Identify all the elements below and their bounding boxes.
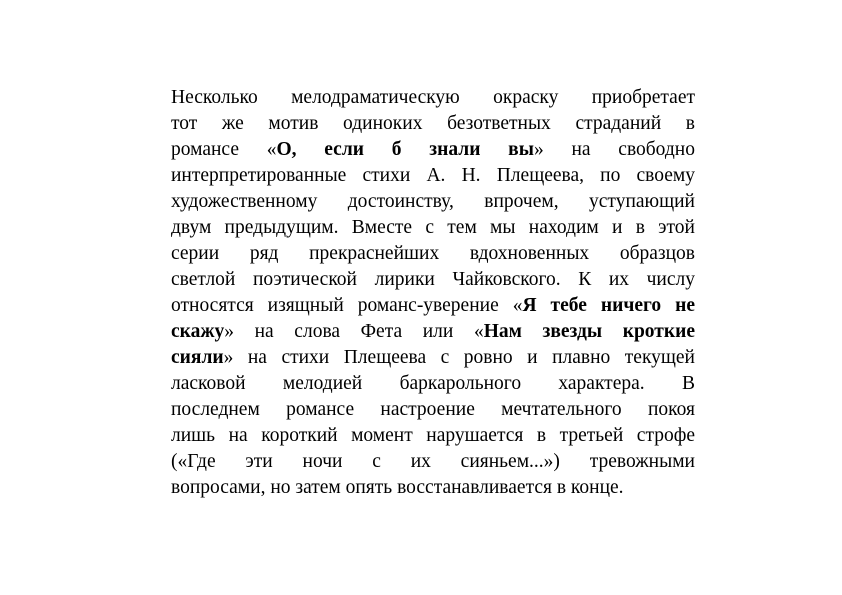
text-line xyxy=(171,267,695,293)
text-line xyxy=(171,137,695,163)
text-run: романсе « xyxy=(171,139,277,160)
text-run: лишь на короткий момент нарушается в третьей строфе xyxy=(171,425,695,446)
text-run: вопросами, но затем опять восстанавливается в конце. xyxy=(171,477,624,498)
text-run: светлой поэтической лирики Чайковского. К их числу xyxy=(171,269,695,290)
romance-title: О, если б знали вы xyxy=(276,139,534,160)
romance-title: сияли xyxy=(171,347,224,368)
text-line xyxy=(171,397,695,423)
text-line xyxy=(171,293,695,319)
text-run: последнем романсе настроение мечтательного покоя xyxy=(171,399,695,420)
text-run: серии ряд прекраснейших вдохновенных образцов xyxy=(171,243,695,264)
text-run: » на стихи Плещеева с ровно и плавно текущей xyxy=(223,347,695,368)
text-run: двум предыдущим. Вместе с тем мы находим и в этой xyxy=(171,217,695,238)
text-line xyxy=(171,189,695,215)
romance-title: Я тебе ничего не xyxy=(522,295,695,316)
text-run: художественному достоинству, впрочем, уступающий xyxy=(171,191,695,212)
text-line xyxy=(171,475,695,501)
text-line xyxy=(171,241,695,267)
text-line xyxy=(171,449,695,475)
text-run: » на слова Фета или « xyxy=(224,321,484,342)
text-run: относятся изящный романс-уверение « xyxy=(171,295,523,316)
text-line xyxy=(171,163,695,189)
text-run: интерпретированные стихи А. Н. Плещеева, по своему xyxy=(171,165,695,186)
text-line xyxy=(171,319,695,345)
text-run: ласковой мелодией баркарольного характера. В xyxy=(171,373,695,394)
romance-title: Нам звезды кроткие xyxy=(483,321,695,342)
text-line xyxy=(171,371,695,397)
text-line xyxy=(171,85,695,111)
text-run: » на свободно xyxy=(533,139,695,160)
body-paragraph xyxy=(171,85,695,501)
text-run: Несколько мелодраматическую окраску приобретает xyxy=(171,87,695,108)
text-run: («Где эти ночи с их сияньем...») тревожными xyxy=(171,451,695,472)
text-line xyxy=(171,111,695,137)
text-run: тот же мотив одиноких безответных страданий в xyxy=(171,113,695,134)
text-line xyxy=(171,423,695,449)
text-line xyxy=(171,345,695,371)
romance-title: скажу xyxy=(171,321,225,342)
text-line xyxy=(171,215,695,241)
